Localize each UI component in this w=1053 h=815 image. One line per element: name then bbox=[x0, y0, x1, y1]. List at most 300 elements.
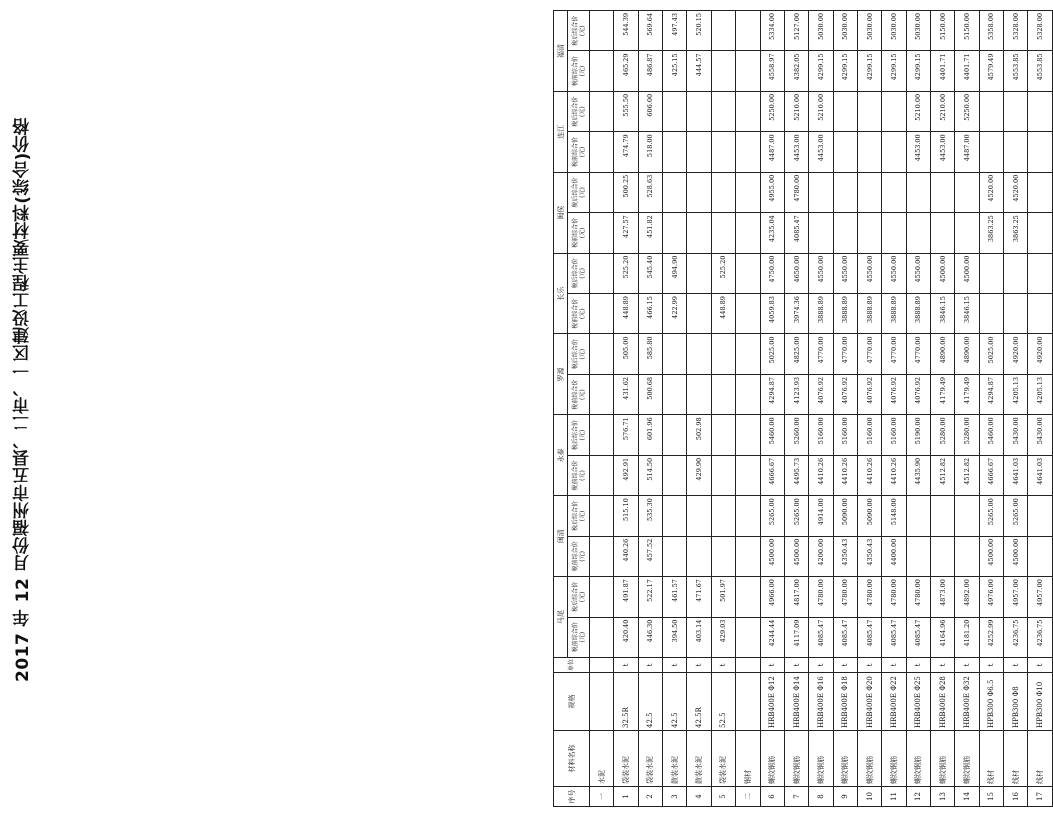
table-row bbox=[809, 11, 833, 807]
pretax-price-cell: 4235.04 bbox=[760, 213, 784, 253]
table-row bbox=[955, 11, 979, 807]
posttax-price-cell: 5430.00 bbox=[1004, 415, 1028, 455]
pretax-price-cell: 4244.44 bbox=[760, 617, 784, 657]
posttax-price-cell bbox=[736, 91, 760, 131]
pretax-price-cell: 4495.73 bbox=[784, 455, 808, 495]
table-row bbox=[882, 11, 906, 807]
posttax-price-cell: 5030.00 bbox=[857, 11, 881, 51]
posttax-price-cell: 5160.00 bbox=[882, 415, 906, 455]
pretax-price-cell bbox=[931, 536, 955, 576]
row-material-name: 袋装水泥 bbox=[638, 731, 662, 787]
posttax-price-cell bbox=[711, 91, 735, 131]
header-unit: 单位 bbox=[554, 658, 590, 673]
posttax-price-cell bbox=[1028, 496, 1053, 536]
row-seq: 二 bbox=[736, 787, 760, 807]
posttax-price-cell: 5250.00 bbox=[955, 91, 979, 131]
pretax-price-cell: 422.99 bbox=[663, 294, 687, 334]
row-material-name: 螺纹钢筋 bbox=[931, 731, 955, 787]
pretax-price-cell bbox=[857, 213, 881, 253]
pretax-price-cell: 4123.93 bbox=[784, 374, 808, 414]
posttax-price-cell: 491.87 bbox=[614, 577, 638, 617]
row-material-name: 螺纹钢筋 bbox=[882, 731, 906, 787]
posttax-price-cell: 545.40 bbox=[638, 253, 662, 293]
posttax-price-cell: 515.10 bbox=[614, 496, 638, 536]
row-material-name: 螺纹钢筋 bbox=[760, 731, 784, 787]
posttax-price-cell: 5250.00 bbox=[760, 91, 784, 131]
posttax-price-cell: 4520.00 bbox=[979, 172, 1003, 212]
table-row bbox=[614, 11, 638, 807]
pretax-price-cell: 448.89 bbox=[614, 294, 638, 334]
pretax-price-cell bbox=[955, 213, 979, 253]
pretax-price-cell: 394.50 bbox=[663, 617, 687, 657]
pretax-price-cell: 451.82 bbox=[638, 213, 662, 253]
pretax-price-cell: 4410.26 bbox=[809, 455, 833, 495]
posttax-price-cell: 4920.00 bbox=[1028, 334, 1053, 374]
posttax-price-cell bbox=[711, 11, 735, 51]
posttax-price-cell: 5030.00 bbox=[882, 11, 906, 51]
pretax-price-cell: 4666.67 bbox=[979, 455, 1003, 495]
posttax-price-cell bbox=[736, 334, 760, 374]
posttax-price-cell: 5280.00 bbox=[931, 415, 955, 455]
posttax-price-cell bbox=[857, 91, 881, 131]
table-row bbox=[760, 11, 784, 807]
row-spec: HRB400E Φ32 bbox=[955, 673, 979, 731]
pretax-price-cell: 4236.75 bbox=[1028, 617, 1053, 657]
posttax-price-cell: 5265.00 bbox=[760, 496, 784, 536]
posttax-price-cell: 5460.00 bbox=[979, 415, 1003, 455]
posttax-price-cell bbox=[736, 253, 760, 293]
pretax-price-cell: 4579.49 bbox=[979, 51, 1003, 91]
row-seq: 12 bbox=[906, 787, 930, 807]
pretax-price-cell bbox=[833, 132, 857, 172]
header-pretax-price: 税前综合价(元) bbox=[568, 132, 590, 172]
row-seq: 10 bbox=[857, 787, 881, 807]
row-material-name: 线材 bbox=[979, 731, 1003, 787]
header-posttax-price: 税后综合价(元) bbox=[568, 334, 590, 374]
pretax-price-cell bbox=[1028, 294, 1053, 334]
posttax-price-cell: 585.80 bbox=[638, 334, 662, 374]
posttax-price-cell bbox=[736, 172, 760, 212]
row-spec: 42.5 bbox=[663, 673, 687, 731]
posttax-price-cell: 4550.00 bbox=[906, 253, 930, 293]
posttax-price-cell: 4770.00 bbox=[809, 334, 833, 374]
posttax-price-cell: 497.43 bbox=[663, 11, 687, 51]
pretax-price-cell: 465.29 bbox=[614, 51, 638, 91]
posttax-price-cell: 5210.00 bbox=[931, 91, 955, 131]
row-unit bbox=[736, 658, 760, 673]
posttax-price-cell: 4920.00 bbox=[1004, 334, 1028, 374]
row-seq: 6 bbox=[760, 787, 784, 807]
table-row bbox=[663, 11, 687, 807]
posttax-price-cell: 5265.00 bbox=[1004, 496, 1028, 536]
row-seq: 11 bbox=[882, 787, 906, 807]
pretax-price-cell: 403.14 bbox=[687, 617, 711, 657]
row-unit: t bbox=[857, 658, 881, 673]
pretax-price-cell: 3888.89 bbox=[857, 294, 881, 334]
row-unit: t bbox=[784, 658, 808, 673]
row-spec: 42.5 bbox=[638, 673, 662, 731]
pretax-price-cell: 429.90 bbox=[687, 455, 711, 495]
header-pretax-price: 税前综合价(元) bbox=[568, 51, 590, 91]
posttax-price-cell: 4750.00 bbox=[760, 253, 784, 293]
pretax-price-cell: 3846.15 bbox=[955, 294, 979, 334]
pretax-price-cell bbox=[857, 132, 881, 172]
pretax-price-cell bbox=[663, 132, 687, 172]
posttax-price-cell: 4500.00 bbox=[955, 253, 979, 293]
row-seq: 17 bbox=[1028, 787, 1053, 807]
posttax-price-cell bbox=[687, 253, 711, 293]
pretax-price-cell: 3888.89 bbox=[882, 294, 906, 334]
posttax-price-cell bbox=[736, 11, 760, 51]
row-seq: 9 bbox=[833, 787, 857, 807]
posttax-price-cell: 4770.00 bbox=[882, 334, 906, 374]
posttax-price-cell: 5334.00 bbox=[760, 11, 784, 51]
region-header: 永泰 bbox=[554, 415, 568, 496]
pretax-price-cell bbox=[906, 536, 930, 576]
posttax-price-cell: 500.25 bbox=[614, 172, 638, 212]
pretax-price-cell bbox=[736, 132, 760, 172]
pretax-price-cell: 4453.00 bbox=[906, 132, 930, 172]
header-pretax-price: 税前综合价(元) bbox=[568, 213, 590, 253]
pretax-price-cell: 4641.03 bbox=[1028, 455, 1053, 495]
pretax-price-cell bbox=[711, 455, 735, 495]
posttax-price-cell: 5210.00 bbox=[809, 91, 833, 131]
posttax-price-cell: 606.00 bbox=[638, 91, 662, 131]
pretax-price-cell: 448.89 bbox=[711, 294, 735, 334]
pretax-price-cell bbox=[590, 294, 614, 334]
row-spec: HRB400E Φ16 bbox=[809, 673, 833, 731]
posttax-price-cell bbox=[1004, 253, 1028, 293]
posttax-price-cell: 4817.00 bbox=[784, 577, 808, 617]
posttax-price-cell: 471.67 bbox=[687, 577, 711, 617]
pretax-price-cell: 4666.67 bbox=[760, 455, 784, 495]
row-material-name: 螺纹钢筋 bbox=[955, 731, 979, 787]
row-material-name: 线材 bbox=[1028, 731, 1053, 787]
header-posttax-price: 税后综合价(元) bbox=[568, 11, 590, 51]
posttax-price-cell: 525.20 bbox=[614, 253, 638, 293]
posttax-price-cell: 502.98 bbox=[687, 415, 711, 455]
row-material-name: 线材 bbox=[1004, 731, 1028, 787]
pretax-price-cell: 4401.71 bbox=[955, 51, 979, 91]
pretax-price-cell: 3888.89 bbox=[906, 294, 930, 334]
pretax-price-cell: 4350.43 bbox=[833, 536, 857, 576]
posttax-price-cell bbox=[663, 172, 687, 212]
posttax-price-cell: 4550.00 bbox=[809, 253, 833, 293]
posttax-price-cell: 5260.00 bbox=[784, 415, 808, 455]
posttax-price-cell: 5030.00 bbox=[833, 11, 857, 51]
row-material-name: 散装水泥 bbox=[687, 731, 711, 787]
row-seq: 3 bbox=[663, 787, 687, 807]
posttax-price-cell: 4650.00 bbox=[784, 253, 808, 293]
pretax-price-cell: 4179.49 bbox=[931, 374, 955, 414]
row-spec bbox=[736, 673, 760, 731]
header-posttax-price: 税后综合价(元) bbox=[568, 172, 590, 212]
pretax-price-cell bbox=[736, 51, 760, 91]
pretax-price-cell bbox=[736, 374, 760, 414]
posttax-price-cell bbox=[906, 496, 930, 536]
posttax-price-cell bbox=[1028, 253, 1053, 293]
posttax-price-cell: 5210.00 bbox=[784, 91, 808, 131]
posttax-price-cell: 5190.00 bbox=[906, 415, 930, 455]
row-spec: HRB400E Φ28 bbox=[931, 673, 955, 731]
table-row bbox=[979, 11, 1003, 807]
posttax-price-cell: 5090.00 bbox=[857, 496, 881, 536]
row-seq: 5 bbox=[711, 787, 735, 807]
posttax-price-cell bbox=[663, 496, 687, 536]
pretax-price-cell: 4453.00 bbox=[931, 132, 955, 172]
row-seq: 16 bbox=[1004, 787, 1028, 807]
posttax-price-cell: 5160.00 bbox=[833, 415, 857, 455]
pretax-price-cell bbox=[687, 374, 711, 414]
region-header: 闽侯 bbox=[554, 172, 568, 253]
posttax-price-cell bbox=[931, 172, 955, 212]
posttax-price-cell bbox=[1028, 172, 1053, 212]
posttax-price-cell bbox=[687, 496, 711, 536]
posttax-price-cell bbox=[663, 91, 687, 131]
posttax-price-cell: 4500.00 bbox=[931, 253, 955, 293]
table-row bbox=[736, 11, 760, 807]
pretax-price-cell: 466.15 bbox=[638, 294, 662, 334]
posttax-price-cell: 5328.00 bbox=[1028, 11, 1053, 51]
row-spec bbox=[590, 673, 614, 731]
row-unit: t bbox=[687, 658, 711, 673]
pretax-price-cell bbox=[687, 132, 711, 172]
pretax-price-cell: 4299.15 bbox=[882, 51, 906, 91]
posttax-price-cell: 528.63 bbox=[638, 172, 662, 212]
pretax-price-cell bbox=[687, 536, 711, 576]
pretax-price-cell: 4164.96 bbox=[931, 617, 955, 657]
posttax-price-cell: 5430.00 bbox=[1028, 415, 1053, 455]
row-seq: 14 bbox=[955, 787, 979, 807]
pretax-price-cell: 444.57 bbox=[687, 51, 711, 91]
header-pretax-price: 税前综合价(元) bbox=[568, 536, 590, 576]
pretax-price-cell: 4085.47 bbox=[857, 617, 881, 657]
posttax-price-cell bbox=[906, 172, 930, 212]
posttax-price-cell bbox=[1004, 91, 1028, 131]
row-spec: HRB400E Φ12 bbox=[760, 673, 784, 731]
posttax-price-cell: 4770.00 bbox=[857, 334, 881, 374]
posttax-price-cell: 5160.00 bbox=[809, 415, 833, 455]
posttax-price-cell bbox=[979, 253, 1003, 293]
posttax-price-cell bbox=[711, 415, 735, 455]
table-row bbox=[931, 11, 955, 807]
posttax-price-cell bbox=[955, 496, 979, 536]
posttax-price-cell bbox=[590, 91, 614, 131]
pretax-price-cell: 429.03 bbox=[711, 617, 735, 657]
row-spec: HRB400E Φ18 bbox=[833, 673, 857, 731]
pretax-price-cell bbox=[882, 132, 906, 172]
row-spec: HRB400E Φ14 bbox=[784, 673, 808, 731]
row-material-name: 钢材 bbox=[736, 731, 760, 787]
posttax-price-cell bbox=[590, 415, 614, 455]
pretax-price-cell: 4500.00 bbox=[1004, 536, 1028, 576]
pretax-price-cell: 4085.47 bbox=[809, 617, 833, 657]
pretax-price-cell bbox=[736, 455, 760, 495]
table-row bbox=[833, 11, 857, 807]
pretax-price-cell: 4252.99 bbox=[979, 617, 1003, 657]
pretax-price-cell: 4350.43 bbox=[857, 536, 881, 576]
pretax-price-cell bbox=[931, 213, 955, 253]
pretax-price-cell bbox=[590, 213, 614, 253]
pretax-price-cell: 427.57 bbox=[614, 213, 638, 253]
table-row bbox=[1028, 11, 1053, 807]
header-posttax-price: 税后综合价(元) bbox=[568, 253, 590, 293]
pretax-price-cell: 4487.00 bbox=[760, 132, 784, 172]
table-row bbox=[711, 11, 735, 807]
pretax-price-cell: 3974.36 bbox=[784, 294, 808, 334]
posttax-price-cell: 4892.00 bbox=[955, 577, 979, 617]
pretax-price-cell: 4558.97 bbox=[760, 51, 784, 91]
posttax-price-cell: 505.00 bbox=[614, 334, 638, 374]
posttax-price-cell bbox=[955, 172, 979, 212]
table-row bbox=[687, 11, 711, 807]
pretax-price-cell: 4299.15 bbox=[857, 51, 881, 91]
region-header: 长乐 bbox=[554, 253, 568, 334]
posttax-price-cell: 4550.00 bbox=[882, 253, 906, 293]
pretax-price-cell: 486.87 bbox=[638, 51, 662, 91]
pretax-price-cell: 431.62 bbox=[614, 374, 638, 414]
pretax-price-cell: 4294.87 bbox=[979, 374, 1003, 414]
posttax-price-cell: 569.64 bbox=[638, 11, 662, 51]
row-unit: t bbox=[906, 658, 930, 673]
posttax-price-cell bbox=[590, 11, 614, 51]
pretax-price-cell bbox=[906, 213, 930, 253]
pretax-price-cell: 4453.00 bbox=[784, 132, 808, 172]
pretax-price-cell: 4085.47 bbox=[833, 617, 857, 657]
posttax-price-cell: 601.96 bbox=[638, 415, 662, 455]
posttax-price-cell bbox=[931, 496, 955, 536]
table-row bbox=[638, 11, 662, 807]
posttax-price-cell: 5210.00 bbox=[906, 91, 930, 131]
posttax-price-cell bbox=[687, 91, 711, 131]
posttax-price-cell: 4955.00 bbox=[760, 172, 784, 212]
posttax-price-cell: 4520.00 bbox=[1004, 172, 1028, 212]
posttax-price-cell: 5265.00 bbox=[784, 496, 808, 536]
row-material-name: 螺纹钢筋 bbox=[809, 731, 833, 787]
row-unit: t bbox=[711, 658, 735, 673]
pretax-price-cell bbox=[590, 374, 614, 414]
posttax-price-cell: 4957.00 bbox=[1028, 577, 1053, 617]
pretax-price-cell bbox=[736, 536, 760, 576]
row-spec: HRB400E Φ25 bbox=[906, 673, 930, 731]
pretax-price-cell bbox=[736, 294, 760, 334]
row-unit: t bbox=[979, 658, 1003, 673]
header-pretax-price: 税前综合价(元) bbox=[568, 374, 590, 414]
row-spec: HRB400E Φ20 bbox=[857, 673, 881, 731]
row-unit: t bbox=[1028, 658, 1053, 673]
row-seq: 13 bbox=[931, 787, 955, 807]
row-seq: 15 bbox=[979, 787, 1003, 807]
pretax-price-cell: 474.79 bbox=[614, 132, 638, 172]
pretax-price-cell: 440.26 bbox=[614, 536, 638, 576]
posttax-price-cell: 5127.00 bbox=[784, 11, 808, 51]
pretax-price-cell: 3863.25 bbox=[979, 213, 1003, 253]
price-table-container bbox=[553, 11, 1053, 807]
header-spec: 规格 bbox=[554, 673, 590, 731]
pretax-price-cell bbox=[711, 51, 735, 91]
posttax-price-cell bbox=[809, 172, 833, 212]
pretax-price-cell bbox=[833, 213, 857, 253]
pretax-price-cell bbox=[1004, 294, 1028, 334]
posttax-price-cell: 5328.00 bbox=[1004, 11, 1028, 51]
row-unit: t bbox=[882, 658, 906, 673]
region-header: 罗源 bbox=[554, 334, 568, 415]
posttax-price-cell: 4770.00 bbox=[906, 334, 930, 374]
posttax-price-cell: 5090.00 bbox=[833, 496, 857, 536]
posttax-price-cell: 5030.00 bbox=[906, 11, 930, 51]
posttax-price-cell bbox=[736, 415, 760, 455]
pretax-price-cell bbox=[590, 51, 614, 91]
pretax-price-cell: 4400.00 bbox=[882, 536, 906, 576]
pretax-price-cell: 4553.85 bbox=[1028, 51, 1053, 91]
pretax-price-cell: 4500.00 bbox=[784, 536, 808, 576]
pretax-price-cell: 4076.92 bbox=[833, 374, 857, 414]
row-seq: 8 bbox=[809, 787, 833, 807]
pretax-price-cell: 4076.92 bbox=[882, 374, 906, 414]
pretax-price-cell bbox=[1028, 213, 1053, 253]
posttax-price-cell: 4550.00 bbox=[833, 253, 857, 293]
posttax-price-cell: 4780.00 bbox=[882, 577, 906, 617]
row-spec: 42.5R bbox=[687, 673, 711, 731]
pretax-price-cell: 4299.15 bbox=[809, 51, 833, 91]
header-posttax-price: 税后综合价(元) bbox=[568, 415, 590, 455]
pretax-price-cell bbox=[590, 132, 614, 172]
region-header: 闽清 bbox=[554, 496, 568, 577]
pretax-price-cell bbox=[590, 455, 614, 495]
table-row bbox=[784, 11, 808, 807]
posttax-price-cell bbox=[711, 334, 735, 374]
posttax-price-cell bbox=[590, 334, 614, 374]
row-unit: t bbox=[663, 658, 687, 673]
posttax-price-cell bbox=[590, 253, 614, 293]
posttax-price-cell bbox=[882, 172, 906, 212]
row-unit bbox=[590, 658, 614, 673]
posttax-price-cell: 5280.00 bbox=[955, 415, 979, 455]
posttax-price-cell: 4914.00 bbox=[809, 496, 833, 536]
row-spec: HRB400E Φ22 bbox=[882, 673, 906, 731]
row-unit: t bbox=[833, 658, 857, 673]
pretax-price-cell bbox=[663, 374, 687, 414]
pretax-price-cell bbox=[711, 132, 735, 172]
posttax-price-cell bbox=[857, 172, 881, 212]
pretax-price-cell: 4076.92 bbox=[857, 374, 881, 414]
posttax-price-cell: 4780.00 bbox=[809, 577, 833, 617]
pretax-price-cell: 518.00 bbox=[638, 132, 662, 172]
pretax-price-cell: 4085.47 bbox=[882, 617, 906, 657]
posttax-price-cell bbox=[590, 577, 614, 617]
pretax-price-cell: 4435.90 bbox=[906, 455, 930, 495]
pretax-price-cell: 4299.15 bbox=[833, 51, 857, 91]
pretax-price-cell: 4085.47 bbox=[784, 213, 808, 253]
pretax-price-cell bbox=[955, 536, 979, 576]
pretax-price-cell bbox=[1028, 536, 1053, 576]
posttax-price-cell bbox=[590, 172, 614, 212]
pretax-price-cell: 514.50 bbox=[638, 455, 662, 495]
row-seq: 4 bbox=[687, 787, 711, 807]
region-header: 连江 bbox=[554, 91, 568, 172]
pretax-price-cell: 4076.92 bbox=[809, 374, 833, 414]
posttax-price-cell: 4966.00 bbox=[760, 577, 784, 617]
posttax-price-cell: 4873.00 bbox=[931, 577, 955, 617]
posttax-price-cell bbox=[736, 577, 760, 617]
pretax-price-cell: 4299.15 bbox=[906, 51, 930, 91]
pretax-price-cell: 4205.13 bbox=[1028, 374, 1053, 414]
pretax-price-cell: 4205.13 bbox=[1004, 374, 1028, 414]
pretax-price-cell: 4294.87 bbox=[760, 374, 784, 414]
posttax-price-cell: 501.97 bbox=[711, 577, 735, 617]
row-spec: HPB300 Φ6.5 bbox=[979, 673, 1003, 731]
row-unit: t bbox=[760, 658, 784, 673]
